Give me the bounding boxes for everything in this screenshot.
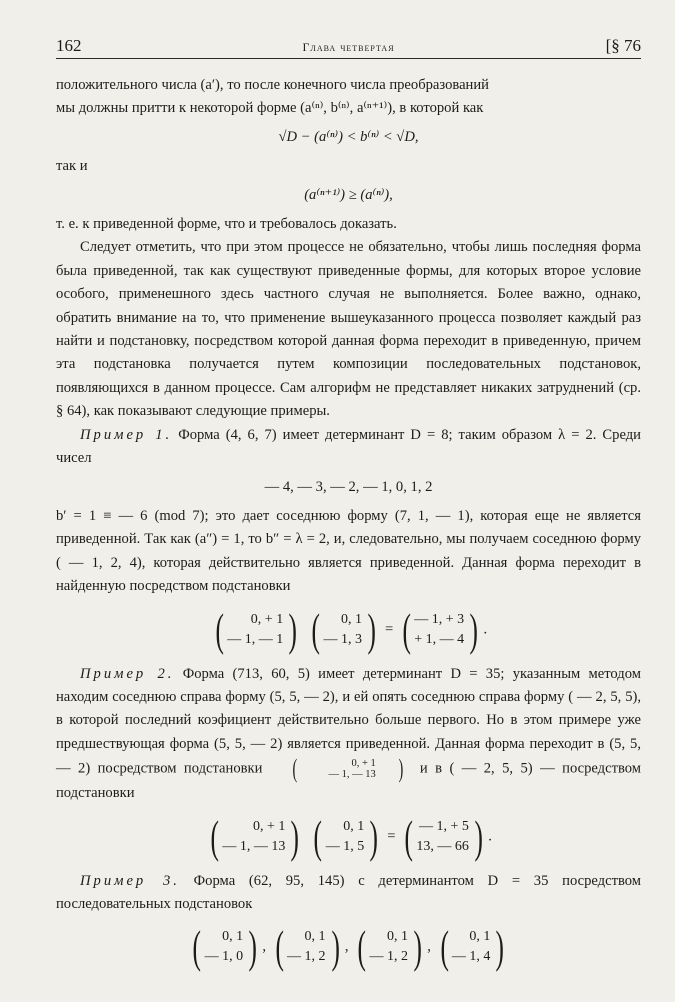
matrix-sequence: ( 0, 1 — 1, 0 ) , ( 0, 1 — 1, 2 ) , ( 0, 1 — 1, 2 ) , ( 0, 1 — 1, 4 )	[56, 924, 641, 970]
paragraph: b′ = 1 ≡ — 6 (mod 7); это дает соседнюю форму (7, 1, — 1), которая еще не является приведенной. Так как (a″) = 1, то b″ = λ = 2, и, следовательно, мы получаем соседнюю форму ( — 1, 2, 4), которая действительно является приведенной. Данная форма переходит в найденную посредством подстановки	[56, 507, 641, 595]
matrix: ( 0, 1 — 1, 0 )	[192, 921, 257, 973]
body-text	[56, 74, 641, 980]
paragraph: Следует отметить, что при этом процессе не обязательно, чтобы лишь последняя форма была приведенной, так как существуют приведенные формы, для которых второе условие особого, применешного здесь частного случая не выполняется. Более важно, однако, обратить внимание на то, что применение вышеуказанного процесса позволяет каждый раз найти и подстановку, посредством которой данная форма переходит в приведенную, причем эта подстановка получается путем композиции последовательных подстановок, появляющихся в данном процессе. Сам алгорифм не представляет никаких затруднений (ср. § 64), как показывают следующие примеры.	[56, 239, 641, 420]
example-text: Форма (4, 6, 7) имеет детерминант D = 8; таким образом λ = 2. Среди чисел	[56, 426, 641, 467]
example-1	[56, 424, 641, 471]
matrix: ( 0, 1 — 1, 2 )	[357, 921, 422, 973]
matrix: ( 0, 1 — 1, 5 )	[313, 810, 379, 862]
header-rule	[56, 58, 641, 59]
equation: — 4, — 3, — 2, — 1, 0, 1, 2	[264, 478, 433, 495]
matrix: ( 0, 1 — 1, 3 )	[311, 603, 376, 655]
example-text: посредством подстановки	[56, 760, 641, 802]
example-text: Форма (62, 95, 145) с детерминантом D = 35 посредством последовательных подстановок	[56, 872, 641, 912]
text-line: т. е. к приведенной форме, что и требовалось доказать.	[56, 216, 397, 233]
example-text: Форма (713, 60, 5) имеет детерминант D = 35; указанным методом находим соседнюю справа форму (5, 5, — 2), и ей опять соседнюю справа форму ( — 2, 5, 5), в которой последний коэфициент действительно больше первого. Но в этом примере уже предшествующая форма (5, 5, — 2) является приведенной. Данная форма переходит в (5, 5, — 2) посредством подстановки	[56, 665, 641, 777]
matrix: ( 0, 1 — 1, 4 )	[440, 921, 505, 973]
text-line: так и	[56, 158, 88, 175]
chapter-title: Глава четвертая	[302, 40, 395, 54]
example-label: Пример 1.	[80, 426, 173, 443]
matrix: ( — 1, + 3 + 1, — 4 )	[402, 603, 479, 655]
section-ref: [§ 76	[605, 36, 641, 55]
example-label: Пример 3.	[80, 872, 180, 889]
running-header	[56, 34, 641, 60]
equation: (a⁽ⁿ⁺¹⁾) ≥ (a⁽ⁿ⁾),	[304, 186, 393, 203]
equation: √D − (a⁽ⁿ⁾) < b⁽ⁿ⁾ < √D,	[278, 128, 419, 145]
matrix-equation-2: ( 0, + 1 — 1, — 13 ) ( 0, 1 — 1, 5 ) = ( — 1, + 5 13, — 66 ) .	[56, 814, 641, 860]
page-number: 162	[56, 36, 82, 55]
matrix: ( — 1, + 5 13, — 66 )	[404, 810, 483, 862]
inline-matrix: ( 0, + 1 — 1, — 13 )	[292, 754, 404, 784]
text-line: мы должны притти к некоторой форме (a⁽ⁿ⁾, b⁽ⁿ⁾, a⁽ⁿ⁺¹⁾), в которой как	[56, 100, 484, 117]
text-line: положительного числа (a′), то после конечного числа преобразований	[56, 77, 489, 93]
matrix: ( 0, + 1 — 1, — 1 )	[215, 603, 298, 655]
example-label: Пример 2.	[80, 665, 175, 682]
matrix-equation-1: ( 0, + 1 — 1, — 1 ) ( 0, 1 — 1, 3 ) = ( — 1, + 3 + 1, — 4 ) .	[56, 607, 641, 653]
example-text: и в ( — 2, 5, 5) —	[419, 760, 555, 777]
example-2	[56, 663, 641, 806]
matrix: ( 0, 1 — 1, 2 )	[275, 921, 340, 973]
example-3	[56, 870, 641, 917]
matrix: ( 0, + 1 — 1, — 13 )	[210, 810, 300, 862]
